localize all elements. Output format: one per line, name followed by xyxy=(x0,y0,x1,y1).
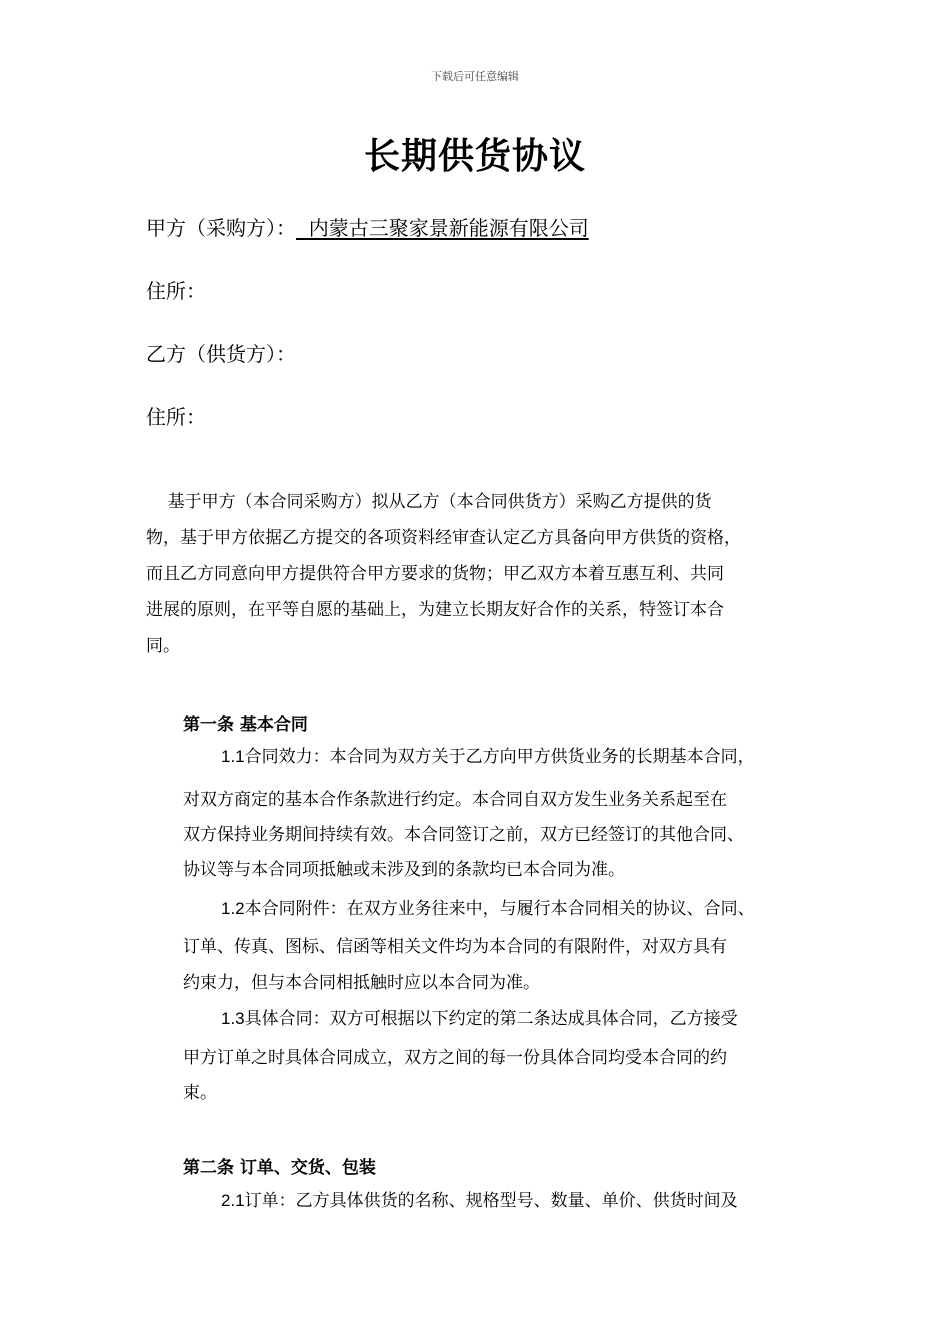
party-a-address-label: 住所： xyxy=(146,279,206,303)
clause-1-3-line: 1.3具体合同：双方可根据以下约定的第二条达成具体合同，乙方接受 xyxy=(221,1009,738,1029)
party-b-address-label: 住所： xyxy=(146,405,206,429)
preamble-line: 基于甲方（本合同采购方）拟从乙方（本合同供货方）采购乙方提供的货 xyxy=(146,492,712,512)
clause-number: 1.3 xyxy=(221,1009,245,1028)
preamble-line: 而且乙方同意向甲方提供符合甲方要求的货物；甲乙双方本着互惠互利、共同 xyxy=(146,564,724,584)
clause-1-2-line: 1.2本合同附件：在双方业务往来中，与履行本合同相关的协议、合同、 xyxy=(221,899,755,919)
clause-1-2-line: 约束力，但与本合同相抵触时应以本合同为准。 xyxy=(183,973,540,993)
party-a-line xyxy=(146,212,589,241)
clause-number: 1.2 xyxy=(221,899,245,918)
party-b-label: 乙方（供货方）： xyxy=(146,342,296,366)
clause-1-1-line: 协议等与本合同项抵触或未涉及到的条款均已本合同为准。 xyxy=(183,860,625,880)
article-2-heading: 第二条 订单、交货、包装 xyxy=(183,1158,376,1178)
clause-1-1-line: 双方保持业务期间持续有效。本合同签订之前，双方已经签订的其他合同、 xyxy=(183,825,744,845)
party-a-name: 内蒙古三聚家景新能源有限公司 xyxy=(296,216,589,240)
clause-number: 1.1 xyxy=(221,747,245,766)
preamble-line: 物，基于甲方依据乙方提交的各项资料经审查认定乙方具备向甲方供货的资格， xyxy=(146,528,741,548)
party-a-label: 甲方（采购方）： xyxy=(146,216,296,240)
preamble-line: 同。 xyxy=(146,636,180,656)
clause-1-2-line: 订单、传真、图标、信函等相关文件均为本合同的有限附件，对双方具有 xyxy=(183,937,727,957)
document-title: 长期供货协议 xyxy=(363,136,586,177)
clause-1-3-line: 束。 xyxy=(183,1083,217,1103)
header-note: 下载后可任意编辑 xyxy=(431,70,519,83)
clause-2-1-line: 2.1订单：乙方具体供货的名称、规格型号、数量、单价、供货时间及 xyxy=(221,1191,738,1211)
clause-1-3-line: 甲方订单之时具体合同成立，双方之间的每一份具体合同均受本合同的约 xyxy=(183,1048,727,1068)
article-1-heading: 第一条 基本合同 xyxy=(183,715,308,735)
clause-number: 2.1 xyxy=(221,1191,245,1210)
clause-1-1-line: 对双方商定的基本合作条款进行约定。本合同自双方发生业务关系起至在 xyxy=(183,790,727,810)
clause-1-1-line: 1.1合同效力：本合同为双方关于乙方向甲方供货业务的长期基本合同， xyxy=(221,747,755,767)
preamble-line: 进展的原则，在平等自愿的基础上，为建立长期友好合作的关系，特签订本合 xyxy=(146,600,724,620)
